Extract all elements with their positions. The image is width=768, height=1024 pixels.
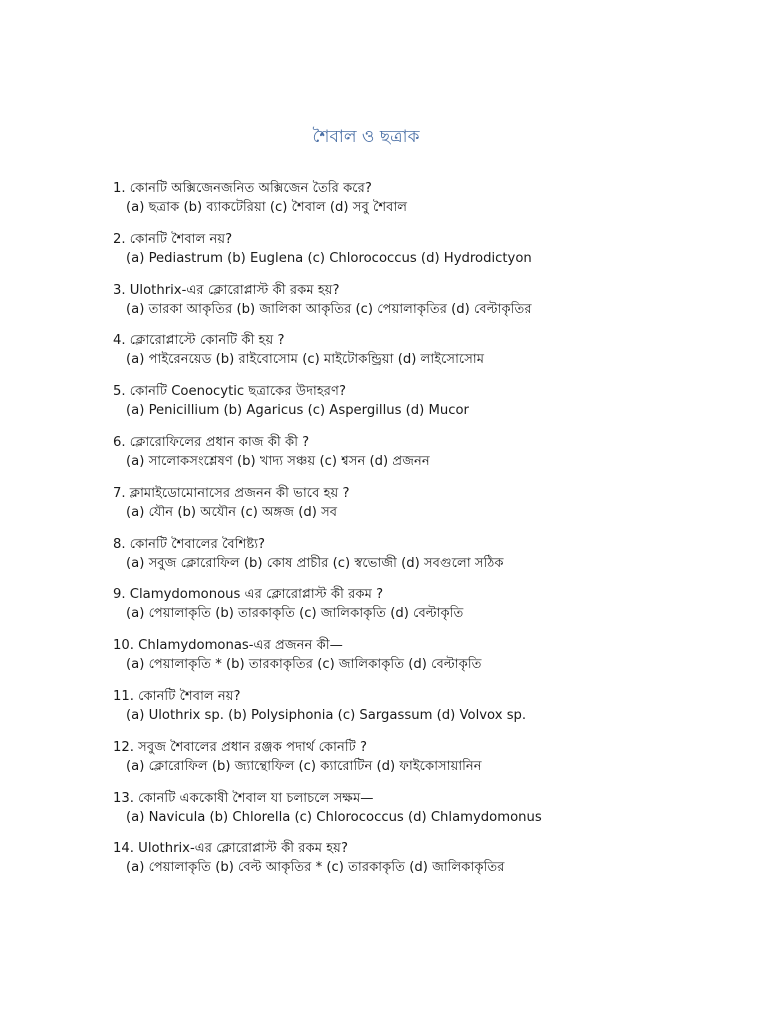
question-text: 13. কোনটি এককোষী শৈবাল যা চলাচলে সক্ষম— xyxy=(113,790,374,806)
question-options: (a) Pediastrum (b) Euglena (c) Chlorococcus (d) Hydrodictyon xyxy=(126,250,532,266)
document-title: শৈবাল ও ছত্রাক xyxy=(312,127,420,147)
question-options: (a) Ulothrix sp. (b) Polysiphonia (c) Sargassum (d) Volvox sp. xyxy=(126,707,527,723)
question-text: 12. সবুজ শৈবালের প্রধান রঞ্জক পদার্থ কোনটি ? xyxy=(113,739,367,755)
question-item xyxy=(113,382,753,433)
question-options: (a) তারকা আকৃতির (b) জালিকা আকৃতির (c) পেয়ালাকৃতির (d) বেল্টাকৃতির xyxy=(126,301,532,317)
question-item xyxy=(113,687,753,738)
question-item xyxy=(113,331,753,382)
question-text: 6. ক্লোরোফিলের প্রধান কাজ কী কী ? xyxy=(113,434,310,450)
question-options: (a) পেয়ালাকৃতি (b) তারকাকৃতি (c) জালিকাকৃতি (d) বেল্টাকৃতি xyxy=(126,606,464,622)
question-text: 10. Chlamydomonas-এর প্রজনন কী— xyxy=(113,638,343,654)
question-item xyxy=(113,281,753,332)
question-options: (a) পেয়ালাকৃতি (b) বেল্ট আকৃতির * (c) তারকাকৃতি (d) জালিকাকৃতির xyxy=(126,860,505,876)
question-options: (a) সালোকসংশ্লেষণ (b) খাদ্য সঞ্চয় (c) শ্বসন (d) প্রজনন xyxy=(126,453,430,469)
question-item xyxy=(113,789,753,840)
question-options: (a) Navicula (b) Chlorella (c) Chlorococcus (d) Chlamydomonus xyxy=(126,809,542,825)
question-item xyxy=(113,585,753,636)
question-item xyxy=(113,230,753,281)
question-text: 3. Ulothrix-এর ক্লোরোপ্লাস্ট কী রকম হয়? xyxy=(113,282,340,298)
question-list xyxy=(113,179,753,890)
question-options: (a) সবুজ ক্লোরোফিল (b) কোষ প্রাচীর (c) স্বভোজী (d) সবগুলো সঠিক xyxy=(126,555,504,571)
question-item xyxy=(113,839,753,890)
question-text: 8. কোনটি শৈবালের বৈশিষ্ট্য? xyxy=(113,536,266,552)
question-options: (a) Penicillium (b) Agaricus (c) Aspergillus (d) Mucor xyxy=(126,403,469,419)
question-options: (a) পেয়ালাকৃতি * (b) তারকাকৃতির (c) জালিকাকৃতি (d) বেল্টাকৃতি xyxy=(126,657,482,673)
question-text: 1. কোনটি অক্সিজেনজনিত অক্সিজেন তৈরি করে? xyxy=(113,181,372,196)
question-item xyxy=(113,433,753,484)
question-text: 7. ক্লামাইডোমোনাসের প্রজনন কী ভাবে হয় ? xyxy=(113,485,350,501)
question-text: 4. ক্লোরোপ্লাস্টে কোনটি কী হয় ? xyxy=(113,333,285,349)
question-item xyxy=(113,636,753,687)
question-options: (a) যৌন (b) অযৌন (c) অঙ্গজ (d) সব xyxy=(126,504,338,520)
question-item xyxy=(113,738,753,789)
question-item xyxy=(113,179,753,230)
question-item xyxy=(113,484,753,535)
question-options: (a) ক্লোরোফিল (b) জ্যান্থোফিল (c) ক্যারোটিন (d) ফাইকোসায়ানিন xyxy=(126,758,482,774)
question-text: 5. কোনটি Coenocytic ছত্রাকের উদাহরণ? xyxy=(113,384,347,400)
question-text: 11. কোনটি শৈবাল নয়? xyxy=(113,688,241,704)
question-text: 14. Ulothrix-এর ক্লোরোপ্লাস্ট কী রকম হয়? xyxy=(113,841,348,857)
question-options: (a) ছত্রাক (b) ব্যাকটেরিয়া (c) শৈবাল (d) সবু শৈবাল xyxy=(126,200,408,215)
question-text: 2. কোনটি শৈবাল নয়? xyxy=(113,231,233,247)
question-options: (a) পাইরেনয়েড (b) রাইবোসোম (c) মাইটোকন্ড্রিয়া (d) লাইসোসোম xyxy=(126,352,485,368)
question-text: 9. Clamydomonous এর ক্লোরোপ্লাস্ট কী রকম ? xyxy=(113,587,384,603)
question-item xyxy=(113,535,753,586)
